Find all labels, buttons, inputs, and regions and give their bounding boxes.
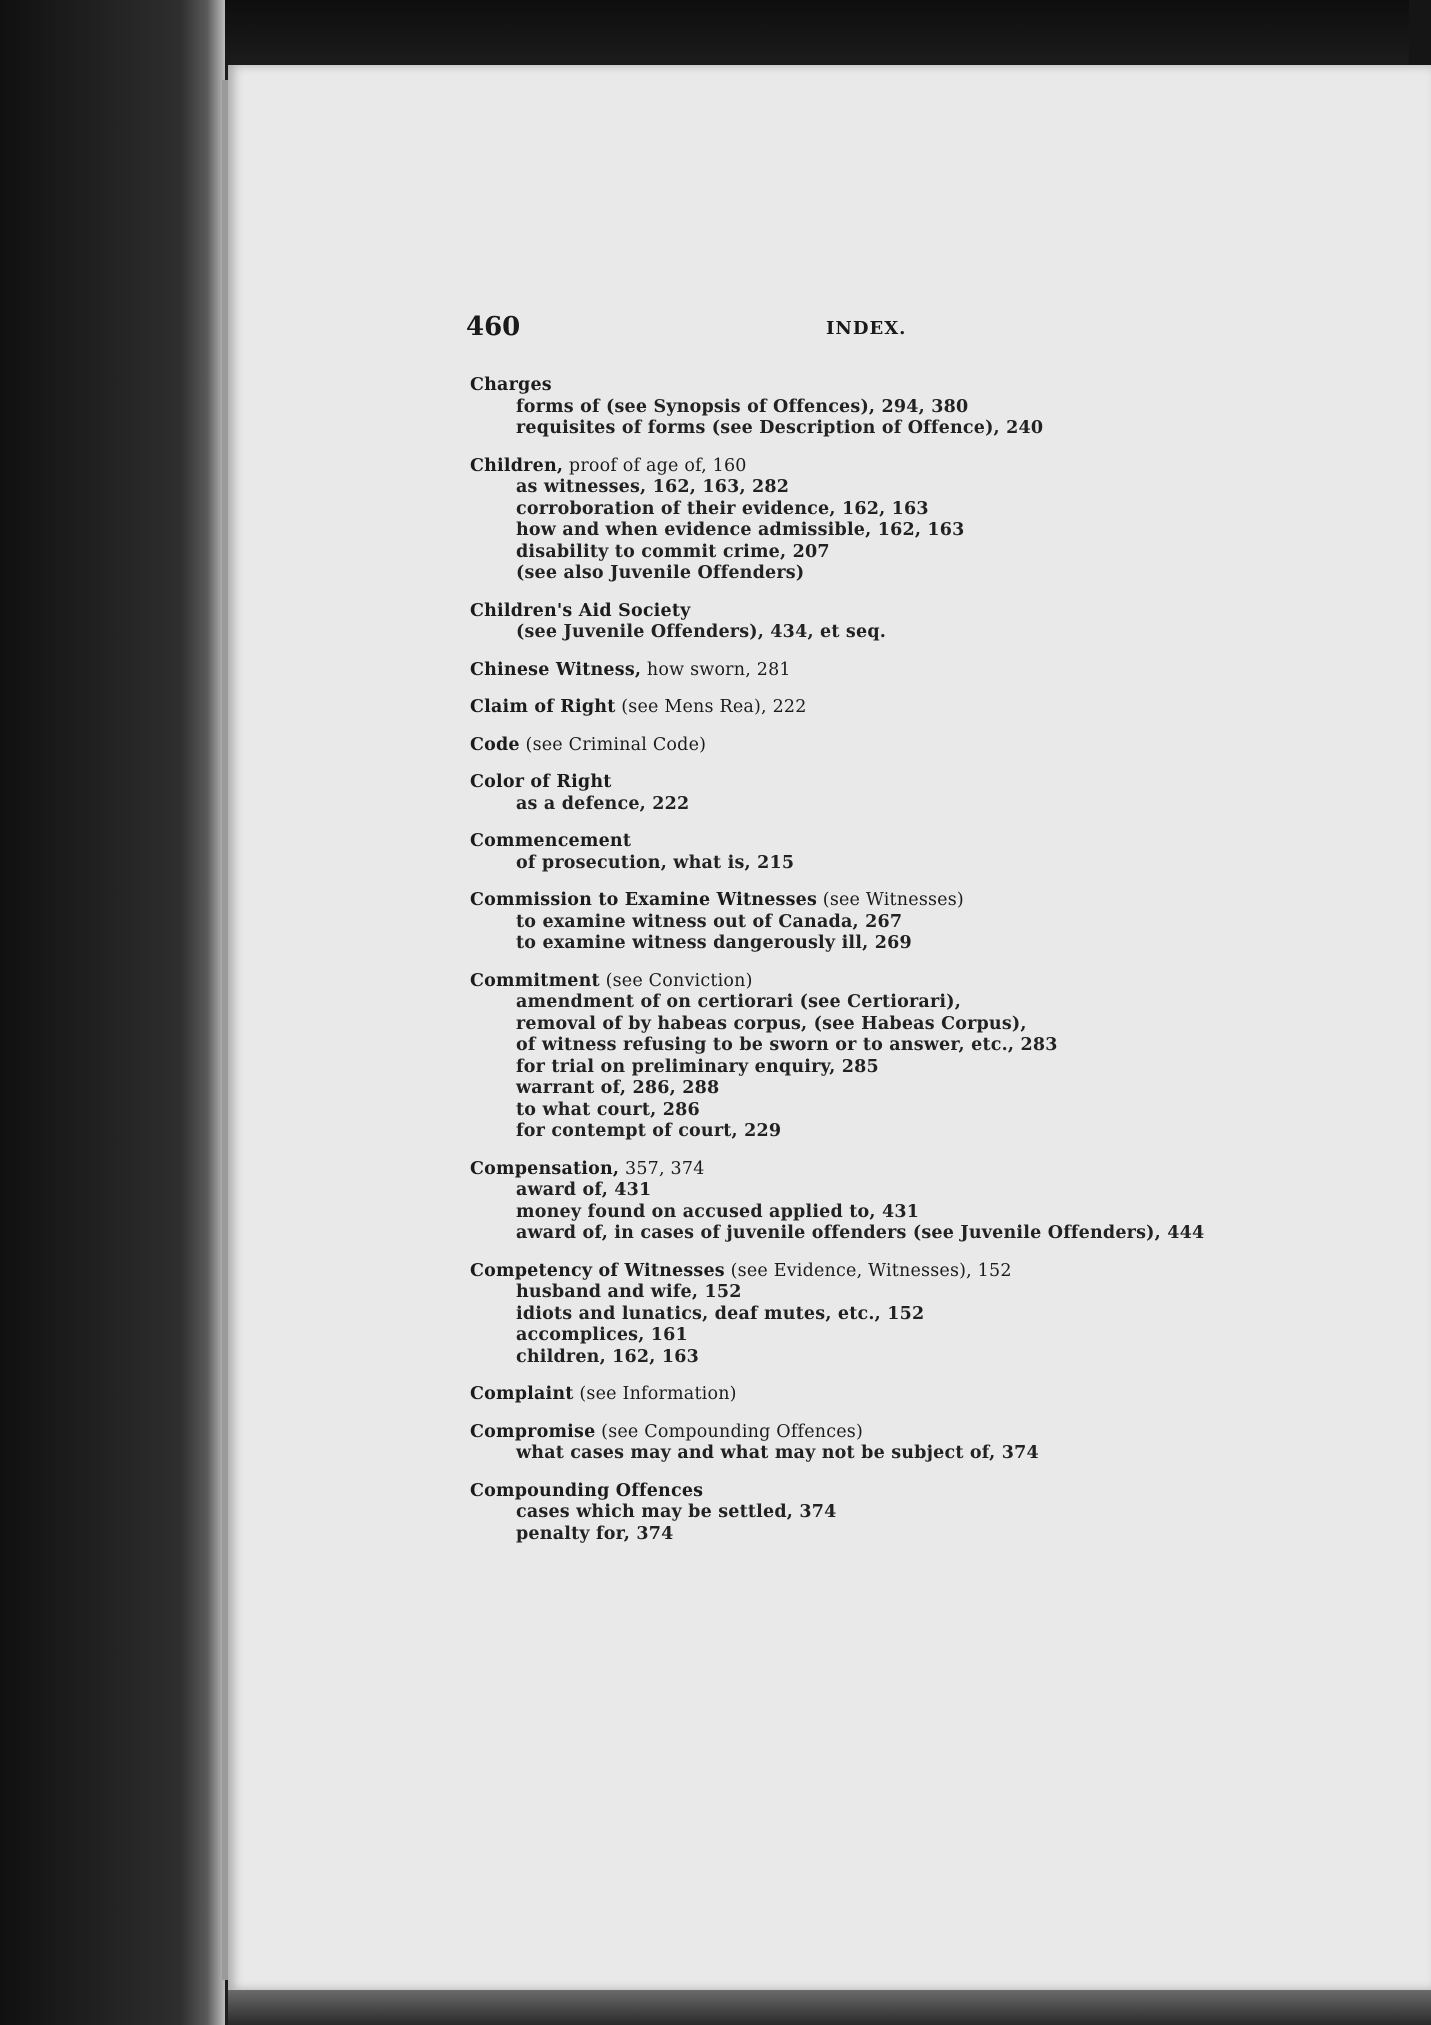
index-subentry: award of, 431 <box>516 1180 652 1200</box>
index-entries <box>470 375 1330 1561</box>
index-subentry: (see Juvenile Offenders), 434, et seq. <box>516 622 887 642</box>
index-subentry: of witness refusing to be sworn or to answer, etc., 283 <box>516 1035 1058 1055</box>
index-term: Compromise <box>470 1421 596 1442</box>
index-subentry: disability to commit crime, 207 <box>516 541 830 562</box>
index-entry-heading <box>470 831 1330 853</box>
index-subentry: to examine witness dangerously ill, 269 <box>516 933 912 953</box>
index-term-detail: (see Conviction) <box>599 970 753 991</box>
index-entry-heading <box>470 1384 1330 1406</box>
index-term: Commitment <box>470 970 600 991</box>
index-subentry: what cases may and what may not be subject of, 374 <box>516 1443 1039 1463</box>
index-subentry: money found on accused applied to, 431 <box>516 1201 920 1222</box>
index-entry-heading <box>470 1422 1330 1444</box>
index-entry-heading <box>470 1261 1330 1283</box>
index-entry <box>470 971 1330 1143</box>
index-term-detail: (see Mens Rea), 222 <box>615 697 807 717</box>
index-entry <box>470 601 1330 644</box>
index-subentry: as a defence, 222 <box>516 793 690 814</box>
index-term: Commencement <box>470 831 632 851</box>
index-subentry: amendment of on certiorari (see Certiorari), <box>516 992 961 1012</box>
index-entry <box>470 660 1330 682</box>
index-subentry: husband and wife, 152 <box>516 1282 742 1302</box>
page-number: 460 <box>466 312 521 342</box>
index-entry <box>470 1261 1330 1369</box>
index-subentry: (see also Juvenile Offenders) <box>516 563 805 583</box>
index-subentry: as witnesses, 162, 163, 282 <box>516 477 790 497</box>
index-term: Children, <box>470 455 564 476</box>
index-entry <box>470 456 1330 585</box>
index-entry-heading <box>470 1159 1330 1181</box>
index-entry-heading <box>470 456 1330 478</box>
index-entry <box>470 375 1330 440</box>
scan-border-left <box>0 0 225 2025</box>
index-term: Compensation, <box>470 1158 620 1179</box>
index-entry <box>470 772 1330 815</box>
running-head: INDEX. <box>826 318 907 339</box>
index-term: Commission to Examine Witnesses <box>470 890 818 910</box>
index-subentry: requisites of forms (see Description of Offence), 240 <box>516 418 1044 438</box>
scan-border-bottom <box>228 1990 1431 2025</box>
index-term: Complaint <box>470 1384 574 1404</box>
index-entry-heading <box>470 375 1330 397</box>
index-subentry: award of, in cases of juvenile offenders (see Juvenile Offenders), 444 <box>516 1223 1205 1243</box>
index-subentry: children, 162, 163 <box>516 1346 700 1367</box>
index-subentry: idiots and lunatics, deaf mutes, etc., 152 <box>516 1303 925 1324</box>
index-subentry: for contempt of court, 229 <box>516 1121 782 1141</box>
index-entry <box>470 1422 1330 1465</box>
index-term: Claim of Right <box>470 697 616 717</box>
index-term-detail: (see Evidence, Witnesses), 152 <box>724 1260 1012 1281</box>
index-subentry: penalty for, 374 <box>516 1523 674 1544</box>
index-subentry: accomplices, 161 <box>516 1325 688 1345</box>
index-entry <box>470 831 1330 874</box>
index-term: Color of Right <box>470 772 612 792</box>
index-subentry: how and when evidence admissible, 162, 163 <box>516 520 965 540</box>
index-entry-heading <box>470 601 1330 623</box>
index-term-detail: (see Witnesses) <box>817 890 964 910</box>
index-entry <box>470 697 1330 719</box>
index-subentry: corroboration of their evidence, 162, 163 <box>516 498 929 519</box>
index-entry-heading <box>470 1481 1330 1503</box>
index-entry-heading <box>470 735 1330 757</box>
index-subentry: for trial on preliminary enquiry, 285 <box>516 1056 879 1077</box>
index-entry-heading <box>470 697 1330 719</box>
index-term-detail: (see Information) <box>573 1384 737 1404</box>
index-term: Charges <box>470 375 552 395</box>
index-term-detail: how sworn, 281 <box>641 659 791 680</box>
index-entry-heading <box>470 660 1330 682</box>
index-term-detail: (see Compounding Offences) <box>595 1421 863 1442</box>
index-entry-heading <box>470 971 1330 993</box>
index-subentry: forms of (see Synopsis of Offences), 294, 380 <box>516 396 969 417</box>
index-subentry: to what court, 286 <box>516 1099 700 1120</box>
index-term-detail: (see Criminal Code) <box>519 734 707 755</box>
index-term-detail: 357, 374 <box>619 1158 705 1179</box>
index-term-detail: proof of age of, 160 <box>563 455 747 476</box>
index-entry <box>470 735 1330 757</box>
index-term: Competency of Witnesses <box>470 1260 725 1281</box>
index-entry <box>470 890 1330 955</box>
index-entry <box>470 1384 1330 1406</box>
index-subentry: warrant of, 286, 288 <box>516 1078 720 1098</box>
index-term: Compounding Offences <box>470 1480 704 1501</box>
index-term: Children's Aid Society <box>470 600 691 621</box>
index-entry <box>470 1159 1330 1245</box>
index-entry-heading <box>470 890 1330 912</box>
index-subentry: of prosecution, what is, 215 <box>516 852 795 873</box>
index-subentry: cases which may be settled, 374 <box>516 1502 837 1522</box>
index-subentry: to examine witness out of Canada, 267 <box>516 911 903 932</box>
index-entry <box>470 1481 1330 1546</box>
index-term: Code <box>470 734 520 755</box>
index-term: Chinese Witness, <box>470 659 642 680</box>
index-subentry: removal of by habeas corpus, (see Habeas Corpus), <box>516 1013 1027 1034</box>
index-entry-heading <box>470 772 1330 794</box>
